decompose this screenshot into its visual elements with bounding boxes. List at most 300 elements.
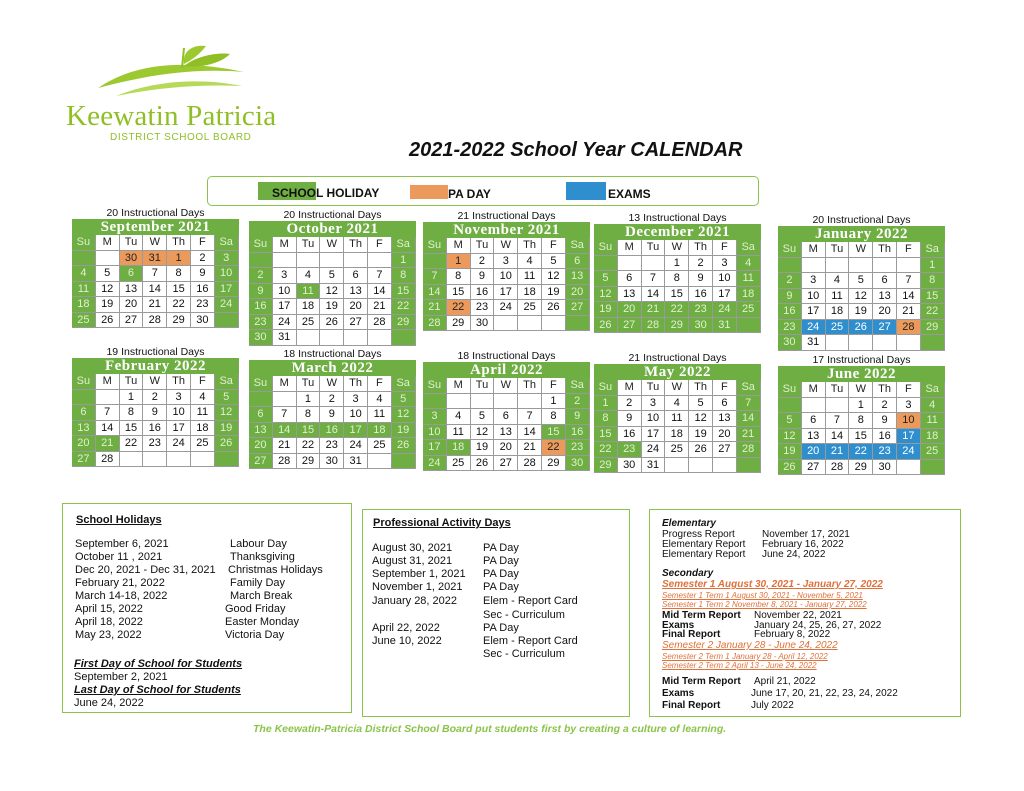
day-header: M bbox=[802, 382, 826, 398]
day-cell: 9 bbox=[566, 409, 590, 425]
day-cell: 18 bbox=[368, 423, 392, 439]
day-cell: 20 bbox=[72, 436, 96, 452]
month-title: October 2021 bbox=[249, 221, 416, 237]
day-cell: 6 bbox=[344, 268, 368, 284]
day-cell: 4 bbox=[826, 273, 850, 289]
day-header: Tu bbox=[120, 235, 144, 251]
day-cell: 18 bbox=[72, 297, 96, 313]
day-header: Tu bbox=[297, 376, 321, 392]
month-april-2022 bbox=[423, 350, 590, 471]
day-cell: 22 bbox=[921, 304, 945, 320]
day-cell: 5 bbox=[778, 413, 802, 429]
day-cell: 8 bbox=[120, 405, 144, 421]
day-cell: 27 bbox=[618, 318, 642, 334]
day-cell: 3 bbox=[344, 392, 368, 408]
day-cell: 19 bbox=[215, 421, 239, 437]
day-cell bbox=[873, 335, 897, 351]
day-header: Th bbox=[344, 376, 368, 392]
day-cell: 31 bbox=[642, 458, 666, 474]
day-header: M bbox=[96, 235, 120, 251]
day-cell: 28 bbox=[826, 460, 850, 476]
month-december-2021 bbox=[594, 212, 761, 333]
day-cell: 29 bbox=[297, 454, 321, 470]
day-cell: 5 bbox=[689, 396, 713, 412]
day-cell: 2 bbox=[873, 398, 897, 414]
day-header: Tu bbox=[120, 374, 144, 390]
month-title: December 2021 bbox=[594, 224, 761, 240]
day-cell: 6 bbox=[873, 273, 897, 289]
report-date: June 24, 2022 bbox=[762, 549, 826, 560]
day-cell: 15 bbox=[392, 284, 416, 300]
day-cell bbox=[689, 458, 713, 474]
day-cell: 21 bbox=[642, 302, 666, 318]
day-cell: 23 bbox=[566, 440, 590, 456]
semester-2-term-1: Semester 2 Term 1 January 28 - April 12, 2022 bbox=[662, 652, 828, 661]
day-cell bbox=[778, 398, 802, 414]
day-cell: 7 bbox=[143, 266, 167, 282]
holiday-date: February 21, 2022 bbox=[75, 577, 165, 589]
day-cell: 25 bbox=[297, 315, 321, 331]
day-cell: 17 bbox=[273, 299, 297, 315]
day-header: W bbox=[320, 376, 344, 392]
day-cell bbox=[72, 390, 96, 406]
day-cell: 6 bbox=[494, 409, 518, 425]
page-title: 2021-2022 School Year CALENDAR bbox=[409, 139, 743, 161]
day-cell: 29 bbox=[921, 320, 945, 336]
day-cell: 12 bbox=[849, 289, 873, 305]
day-cell bbox=[518, 394, 542, 410]
day-cell: 13 bbox=[249, 423, 273, 439]
pa-description: PA Day bbox=[483, 555, 519, 567]
report-label: Elementary Report bbox=[662, 549, 746, 560]
day-cell: 28 bbox=[273, 454, 297, 470]
report-date: July 2022 bbox=[751, 700, 794, 711]
day-cell bbox=[191, 452, 215, 468]
day-cell: 14 bbox=[826, 429, 850, 445]
day-cell: 30 bbox=[689, 318, 713, 334]
report-date: November 22, 2021 bbox=[754, 610, 842, 621]
day-cell: 17 bbox=[802, 304, 826, 320]
day-cell: 19 bbox=[392, 423, 416, 439]
day-cell bbox=[368, 454, 392, 470]
day-cell: 21 bbox=[897, 304, 921, 320]
day-header: M bbox=[273, 376, 297, 392]
day-cell: 23 bbox=[778, 320, 802, 336]
day-cell: 24 bbox=[167, 436, 191, 452]
day-cell: 16 bbox=[689, 287, 713, 303]
day-cell: 12 bbox=[542, 269, 566, 285]
day-cell bbox=[542, 316, 566, 332]
holiday-name: Christmas Holidays bbox=[228, 564, 323, 576]
day-cell: 23 bbox=[471, 300, 495, 316]
day-cell: 27 bbox=[802, 460, 826, 476]
day-cell: 15 bbox=[542, 425, 566, 441]
day-cell: 2 bbox=[191, 251, 215, 267]
legend-label-pa: PA DAY bbox=[448, 187, 491, 201]
day-cell: 3 bbox=[423, 409, 447, 425]
holiday-date: May 23, 2022 bbox=[75, 629, 142, 641]
instructional-days: 18 Instructional Days bbox=[283, 348, 382, 360]
day-cell: 23 bbox=[873, 444, 897, 460]
day-header: Su bbox=[594, 380, 618, 396]
day-cell: 24 bbox=[802, 320, 826, 336]
day-cell bbox=[826, 335, 850, 351]
day-cell bbox=[167, 452, 191, 468]
day-cell: 18 bbox=[447, 440, 471, 456]
day-cell: 22 bbox=[120, 436, 144, 452]
day-header: F bbox=[368, 376, 392, 392]
day-cell: 16 bbox=[778, 304, 802, 320]
day-header: Th bbox=[689, 240, 713, 256]
holiday-date: April 18, 2022 bbox=[75, 616, 143, 628]
report-date: January 24, 25, 26, 27, 2022 bbox=[754, 620, 882, 631]
footer-motto: The Keewatin-Patricia District School Board put students first by creating a culture of learning. bbox=[253, 723, 727, 735]
day-cell: 17 bbox=[423, 440, 447, 456]
day-cell: 1 bbox=[392, 253, 416, 269]
semester-1-term-1: Semester 1 Term 1 August 30, 2021 - November 5, 2021 bbox=[662, 591, 863, 600]
day-cell bbox=[802, 258, 826, 274]
day-cell: 28 bbox=[96, 452, 120, 468]
day-cell: 27 bbox=[566, 300, 590, 316]
day-cell: 13 bbox=[344, 284, 368, 300]
day-cell: 11 bbox=[368, 407, 392, 423]
day-cell: 28 bbox=[518, 456, 542, 472]
day-cell: 11 bbox=[191, 405, 215, 421]
pa-date: January 28, 2022 bbox=[372, 595, 458, 607]
day-header: M bbox=[447, 378, 471, 394]
month-grid bbox=[72, 235, 239, 328]
holiday-name: Labour Day bbox=[230, 538, 287, 550]
instructional-days: 21 Instructional Days bbox=[457, 210, 556, 222]
pa-date: June 10, 2022 bbox=[372, 635, 442, 647]
day-cell: 17 bbox=[344, 423, 368, 439]
day-header: F bbox=[542, 238, 566, 254]
day-cell: 7 bbox=[897, 273, 921, 289]
day-header: F bbox=[191, 374, 215, 390]
day-header: Th bbox=[518, 238, 542, 254]
day-header: Sa bbox=[921, 382, 945, 398]
day-cell bbox=[423, 254, 447, 270]
day-cell: 26 bbox=[96, 313, 120, 329]
day-cell: 23 bbox=[249, 315, 273, 331]
day-cell: 9 bbox=[471, 269, 495, 285]
day-cell: 2 bbox=[249, 268, 273, 284]
holiday-date: Dec 20, 2021 - Dec 31, 2021 bbox=[75, 564, 216, 576]
day-cell: 20 bbox=[873, 304, 897, 320]
day-cell: 8 bbox=[594, 411, 618, 427]
month-title: May 2022 bbox=[594, 364, 761, 380]
day-cell: 14 bbox=[143, 282, 167, 298]
day-cell: 14 bbox=[642, 287, 666, 303]
day-cell: 8 bbox=[447, 269, 471, 285]
day-cell: 21 bbox=[273, 438, 297, 454]
day-cell: 12 bbox=[320, 284, 344, 300]
day-cell: 18 bbox=[297, 299, 321, 315]
legend-label-holiday: SCHOOL HOLIDAY bbox=[272, 186, 380, 200]
month-november-2021 bbox=[423, 210, 590, 331]
report-label: Mid Term Report bbox=[662, 676, 741, 687]
day-cell: 5 bbox=[471, 409, 495, 425]
pa-description: Sec - Curriculum bbox=[483, 609, 565, 621]
report-date: April 21, 2022 bbox=[754, 676, 816, 687]
day-cell: 5 bbox=[320, 268, 344, 284]
day-cell: 13 bbox=[72, 421, 96, 437]
day-header: W bbox=[494, 378, 518, 394]
day-header: W bbox=[143, 235, 167, 251]
day-cell bbox=[566, 316, 590, 332]
board-subtitle: DISTRICT SCHOOL BOARD bbox=[110, 132, 252, 143]
day-cell: 21 bbox=[737, 427, 761, 443]
day-cell: 27 bbox=[120, 313, 144, 329]
day-header: Tu bbox=[826, 382, 850, 398]
day-cell bbox=[737, 318, 761, 334]
day-header: W bbox=[665, 380, 689, 396]
holiday-name: Family Day bbox=[230, 577, 286, 589]
day-cell: 13 bbox=[713, 411, 737, 427]
day-header: Th bbox=[167, 374, 191, 390]
day-cell: 13 bbox=[566, 269, 590, 285]
day-cell: 6 bbox=[249, 407, 273, 423]
day-cell: 1 bbox=[665, 256, 689, 272]
pa-date: August 30, 2021 bbox=[372, 542, 453, 554]
month-title: February 2022 bbox=[72, 358, 239, 374]
day-cell: 8 bbox=[921, 273, 945, 289]
day-cell: 16 bbox=[191, 282, 215, 298]
semester-1-heading: Semester 1 August 30, 2021 - January 27, 2022 bbox=[662, 579, 883, 590]
day-cell: 14 bbox=[423, 285, 447, 301]
month-grid bbox=[423, 378, 590, 471]
day-cell: 9 bbox=[778, 289, 802, 305]
report-label: Final Report bbox=[662, 700, 721, 711]
day-header: F bbox=[713, 240, 737, 256]
day-header: Su bbox=[778, 242, 802, 258]
day-cell bbox=[297, 253, 321, 269]
day-cell: 9 bbox=[320, 407, 344, 423]
day-cell: 10 bbox=[423, 425, 447, 441]
day-cell: 26 bbox=[392, 438, 416, 454]
day-cell: 6 bbox=[713, 396, 737, 412]
instructional-days: 20 Instructional Days bbox=[106, 207, 205, 219]
day-header: Su bbox=[249, 376, 273, 392]
day-cell: 12 bbox=[96, 282, 120, 298]
day-cell: 20 bbox=[344, 299, 368, 315]
day-cell: 19 bbox=[471, 440, 495, 456]
day-cell: 24 bbox=[423, 456, 447, 472]
day-cell: 9 bbox=[618, 411, 642, 427]
day-header: M bbox=[273, 237, 297, 253]
day-cell bbox=[368, 330, 392, 346]
day-cell: 24 bbox=[642, 442, 666, 458]
day-cell: 21 bbox=[423, 300, 447, 316]
day-cell: 20 bbox=[120, 297, 144, 313]
day-cell: 25 bbox=[665, 442, 689, 458]
day-header: W bbox=[320, 237, 344, 253]
last-day-date: June 24, 2022 bbox=[74, 697, 144, 709]
day-header: Th bbox=[344, 237, 368, 253]
instructional-days: 18 Instructional Days bbox=[457, 350, 556, 362]
day-cell: 8 bbox=[297, 407, 321, 423]
day-cell: 11 bbox=[447, 425, 471, 441]
day-cell: 29 bbox=[392, 315, 416, 331]
day-cell: 10 bbox=[494, 269, 518, 285]
month-september-2021 bbox=[72, 207, 239, 328]
day-cell: 15 bbox=[921, 289, 945, 305]
day-cell bbox=[143, 452, 167, 468]
day-cell: 2 bbox=[566, 394, 590, 410]
day-cell: 15 bbox=[594, 427, 618, 443]
day-header: F bbox=[713, 380, 737, 396]
day-cell: 25 bbox=[737, 302, 761, 318]
semester-1-term-2: Semester 1 Term 2 November 8, 2021 - January 27, 2022 bbox=[662, 600, 867, 609]
day-cell bbox=[215, 452, 239, 468]
day-cell: 23 bbox=[143, 436, 167, 452]
day-header: Sa bbox=[737, 380, 761, 396]
day-cell: 7 bbox=[423, 269, 447, 285]
day-cell: 17 bbox=[642, 427, 666, 443]
day-cell: 16 bbox=[249, 299, 273, 315]
day-cell: 28 bbox=[897, 320, 921, 336]
day-cell: 11 bbox=[297, 284, 321, 300]
pa-date: November 1, 2021 bbox=[372, 581, 463, 593]
day-cell: 14 bbox=[96, 421, 120, 437]
day-cell: 2 bbox=[471, 254, 495, 270]
day-cell: 31 bbox=[802, 335, 826, 351]
day-header: Su bbox=[594, 240, 618, 256]
day-cell: 21 bbox=[143, 297, 167, 313]
pa-days-box bbox=[362, 509, 630, 717]
day-cell bbox=[72, 251, 96, 267]
day-cell: 16 bbox=[143, 421, 167, 437]
day-cell: 4 bbox=[665, 396, 689, 412]
day-cell: 12 bbox=[392, 407, 416, 423]
day-cell bbox=[273, 253, 297, 269]
day-cell: 2 bbox=[143, 390, 167, 406]
day-cell: 14 bbox=[273, 423, 297, 439]
day-cell: 10 bbox=[215, 266, 239, 282]
day-cell: 28 bbox=[143, 313, 167, 329]
day-header: Th bbox=[518, 378, 542, 394]
day-header: Tu bbox=[642, 240, 666, 256]
day-cell: 4 bbox=[518, 254, 542, 270]
day-cell bbox=[320, 330, 344, 346]
day-cell: 10 bbox=[802, 289, 826, 305]
day-cell: 18 bbox=[826, 304, 850, 320]
day-cell: 9 bbox=[143, 405, 167, 421]
day-header: W bbox=[494, 238, 518, 254]
day-cell: 15 bbox=[849, 429, 873, 445]
day-cell: 30 bbox=[471, 316, 495, 332]
day-header: Th bbox=[873, 242, 897, 258]
day-cell: 4 bbox=[368, 392, 392, 408]
day-cell: 19 bbox=[96, 297, 120, 313]
day-cell: 18 bbox=[518, 285, 542, 301]
day-cell bbox=[494, 394, 518, 410]
day-cell: 23 bbox=[618, 442, 642, 458]
day-cell: 28 bbox=[423, 316, 447, 332]
day-cell: 30 bbox=[566, 456, 590, 472]
day-cell: 7 bbox=[273, 407, 297, 423]
day-cell: 7 bbox=[642, 271, 666, 287]
instructional-days: 13 Instructional Days bbox=[628, 212, 727, 224]
report-date: November 17, 2021 bbox=[762, 529, 850, 540]
instructional-days: 19 Instructional Days bbox=[106, 346, 205, 358]
day-cell: 19 bbox=[542, 285, 566, 301]
report-label: Exams bbox=[662, 620, 695, 631]
day-cell: 25 bbox=[368, 438, 392, 454]
day-cell: 14 bbox=[368, 284, 392, 300]
instructional-days: 21 Instructional Days bbox=[628, 352, 727, 364]
legend-label-exams: EXAMS bbox=[608, 187, 651, 201]
day-cell: 20 bbox=[249, 438, 273, 454]
day-cell bbox=[778, 258, 802, 274]
day-cell: 6 bbox=[618, 271, 642, 287]
day-cell: 18 bbox=[737, 287, 761, 303]
first-day-date: September 2, 2021 bbox=[74, 671, 168, 683]
month-march-2022 bbox=[249, 348, 416, 469]
day-header: M bbox=[618, 240, 642, 256]
day-cell bbox=[849, 258, 873, 274]
day-header: Tu bbox=[471, 378, 495, 394]
day-cell: 3 bbox=[494, 254, 518, 270]
day-cell: 27 bbox=[249, 454, 273, 470]
day-cell: 16 bbox=[566, 425, 590, 441]
semester-2-term-2: Semester 2 Term 2 April 13 - June 24, 2022 bbox=[662, 661, 817, 670]
pa-description: PA Day bbox=[483, 622, 519, 634]
day-cell: 25 bbox=[826, 320, 850, 336]
day-cell: 8 bbox=[849, 413, 873, 429]
day-header: Sa bbox=[392, 376, 416, 392]
day-cell: 25 bbox=[72, 313, 96, 329]
day-cell: 1 bbox=[849, 398, 873, 414]
day-cell bbox=[802, 398, 826, 414]
school-holidays-title: School Holidays bbox=[76, 514, 162, 526]
day-cell: 16 bbox=[873, 429, 897, 445]
day-cell: 8 bbox=[665, 271, 689, 287]
day-cell bbox=[897, 460, 921, 476]
day-cell bbox=[713, 458, 737, 474]
day-cell: 11 bbox=[826, 289, 850, 305]
day-cell: 27 bbox=[344, 315, 368, 331]
day-cell: 29 bbox=[447, 316, 471, 332]
day-header: W bbox=[849, 382, 873, 398]
day-header: Th bbox=[689, 380, 713, 396]
day-cell: 26 bbox=[689, 442, 713, 458]
day-cell bbox=[921, 460, 945, 476]
day-cell: 5 bbox=[594, 271, 618, 287]
day-cell: 31 bbox=[143, 251, 167, 267]
day-cell: 3 bbox=[897, 398, 921, 414]
day-cell: 9 bbox=[191, 266, 215, 282]
day-cell: 3 bbox=[802, 273, 826, 289]
day-cell: 9 bbox=[249, 284, 273, 300]
day-cell: 29 bbox=[542, 456, 566, 472]
day-header: M bbox=[618, 380, 642, 396]
day-cell: 27 bbox=[72, 452, 96, 468]
day-cell: 15 bbox=[297, 423, 321, 439]
day-cell: 22 bbox=[392, 299, 416, 315]
day-cell: 6 bbox=[566, 254, 590, 270]
day-cell bbox=[494, 316, 518, 332]
day-header: M bbox=[96, 374, 120, 390]
day-cell: 13 bbox=[494, 425, 518, 441]
day-cell: 3 bbox=[215, 251, 239, 267]
day-header: Tu bbox=[471, 238, 495, 254]
day-header: Su bbox=[72, 235, 96, 251]
day-cell: 1 bbox=[167, 251, 191, 267]
last-day-label: Last Day of School for Students bbox=[74, 684, 241, 696]
month-title: January 2022 bbox=[778, 226, 945, 242]
day-cell: 16 bbox=[320, 423, 344, 439]
